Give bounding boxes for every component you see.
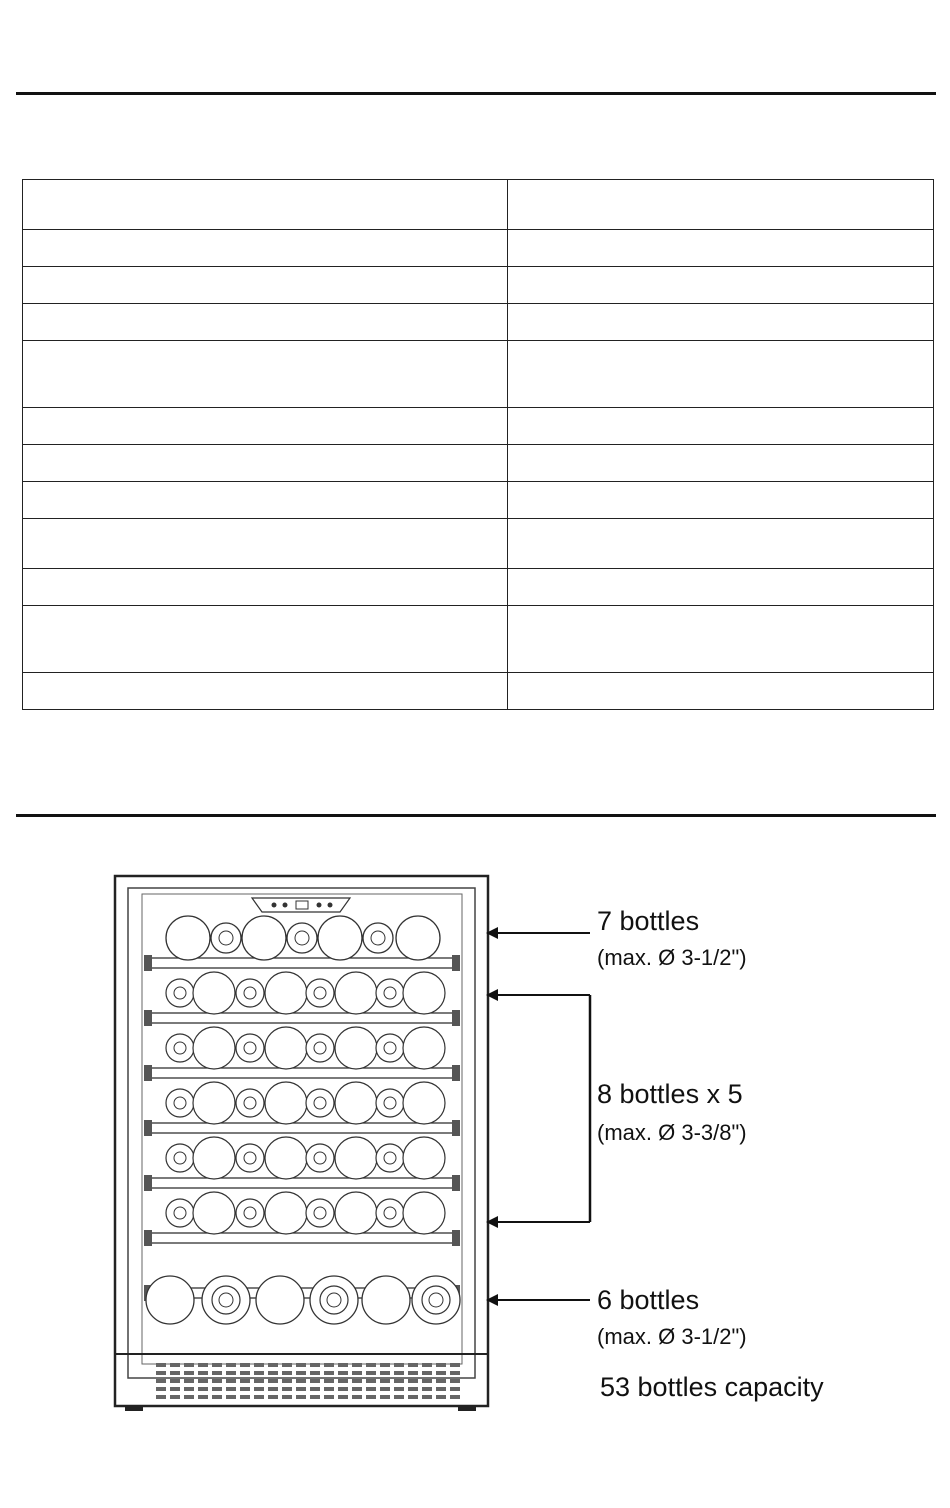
- vent-slot: [198, 1395, 208, 1399]
- spec-row: [23, 341, 934, 408]
- vent-slot: [422, 1387, 432, 1391]
- vent-slot: [198, 1379, 208, 1383]
- vent-slot: [240, 1379, 250, 1383]
- vent-slot: [310, 1371, 320, 1375]
- shelf-rail: [150, 958, 455, 968]
- bottle: [236, 979, 264, 1007]
- vent-slot: [324, 1379, 334, 1383]
- vent-slot: [310, 1379, 320, 1383]
- shelf-rail: [150, 1013, 455, 1023]
- vent-slot: [394, 1371, 404, 1375]
- middle-shelves-max-diameter: (max. Ø 3-3/8"): [597, 1120, 747, 1145]
- spec-value: [508, 445, 934, 482]
- spec-value: [508, 569, 934, 606]
- vent-slot: [254, 1387, 264, 1391]
- wine-cooler-capacity-diagram: [0, 860, 950, 1460]
- spec-row: [23, 519, 934, 569]
- vent-slot: [282, 1387, 292, 1391]
- vent-slot: [422, 1363, 432, 1367]
- shelf-bracket: [452, 1230, 460, 1246]
- bottle: [265, 1082, 307, 1124]
- bottle: [256, 1276, 304, 1324]
- vent-slot: [212, 1379, 222, 1383]
- vent-slot: [184, 1395, 194, 1399]
- section-divider-middle: [16, 814, 936, 817]
- spec-label: [23, 341, 508, 408]
- bottle: [335, 1137, 377, 1179]
- vent-slot: [352, 1387, 362, 1391]
- vent-slot: [170, 1387, 180, 1391]
- vent-slot: [436, 1363, 446, 1367]
- vent-slot: [184, 1387, 194, 1391]
- bottle: [306, 1199, 334, 1227]
- left-foot: [125, 1406, 143, 1411]
- middle-shelves-capacity: 8 bottles x 5: [597, 1079, 743, 1109]
- vent-slot: [436, 1395, 446, 1399]
- right-foot: [458, 1406, 476, 1411]
- vent-slot: [226, 1395, 236, 1399]
- vent-slot: [366, 1387, 376, 1391]
- spec-row: [23, 180, 934, 230]
- bottle: [236, 1144, 264, 1172]
- bottle: [403, 1192, 445, 1234]
- bottle: [166, 916, 210, 960]
- bottle: [193, 1192, 235, 1234]
- vent-slot: [268, 1363, 278, 1367]
- spec-value: [508, 180, 934, 230]
- spec-value: [508, 519, 934, 569]
- spec-label: [23, 445, 508, 482]
- spec-row: [23, 606, 934, 673]
- shelf-bracket: [144, 1120, 152, 1136]
- bottle: [403, 1082, 445, 1124]
- capacity-arrows: [486, 927, 590, 1306]
- vent-slot: [296, 1387, 306, 1391]
- bottle: [376, 1144, 404, 1172]
- vent-slot: [226, 1363, 236, 1367]
- spec-label: [23, 408, 508, 445]
- spec-value: [508, 267, 934, 304]
- vent-slot: [408, 1379, 418, 1383]
- spec-value: [508, 341, 934, 408]
- shelf-bracket: [452, 955, 460, 971]
- top-shelf-max-diameter: (max. Ø 3-1/2"): [597, 945, 747, 970]
- spec-value: [508, 230, 934, 267]
- vent-slot: [450, 1371, 460, 1375]
- shelf-rail: [150, 1068, 455, 1078]
- vent-slot: [380, 1363, 390, 1367]
- bottle: [362, 1276, 410, 1324]
- specifications-table: [22, 179, 934, 710]
- vent-slot: [422, 1379, 432, 1383]
- shelf-bracket: [452, 1065, 460, 1081]
- bottle: [376, 1199, 404, 1227]
- spec-row: [23, 230, 934, 267]
- bottle: [193, 1137, 235, 1179]
- vent-slot: [240, 1387, 250, 1391]
- vent-slot: [324, 1371, 334, 1375]
- vent-slot: [170, 1379, 180, 1383]
- vent-slot: [310, 1363, 320, 1367]
- section-divider-top: [16, 92, 936, 95]
- vent-slot: [436, 1371, 446, 1375]
- vent-slot: [296, 1379, 306, 1383]
- vent-slot: [394, 1387, 404, 1391]
- control-panel: [252, 898, 350, 912]
- vent-slot: [408, 1363, 418, 1367]
- bottle: [202, 1276, 250, 1324]
- vent-slot: [324, 1363, 334, 1367]
- shelf-bracket: [144, 1175, 152, 1191]
- spec-label: [23, 569, 508, 606]
- bottle: [166, 1199, 194, 1227]
- vent-slot: [240, 1371, 250, 1375]
- vent-slot: [254, 1371, 264, 1375]
- vent-slot: [156, 1371, 166, 1375]
- vent-slot: [226, 1371, 236, 1375]
- vent-slot: [366, 1379, 376, 1383]
- spec-value: [508, 408, 934, 445]
- shelf-bracket: [452, 1175, 460, 1191]
- vent-slot: [380, 1395, 390, 1399]
- vent-slot: [184, 1363, 194, 1367]
- spec-row: [23, 445, 934, 482]
- bottle: [310, 1276, 358, 1324]
- vent-slot: [282, 1371, 292, 1375]
- vent-slot: [254, 1379, 264, 1383]
- vent-slot: [240, 1395, 250, 1399]
- ventilation-grille: [115, 1354, 488, 1406]
- bottle: [306, 979, 334, 1007]
- bottle: [318, 916, 362, 960]
- bottle: [306, 1089, 334, 1117]
- shelf-bracket: [452, 1010, 460, 1026]
- bottle: [403, 1137, 445, 1179]
- vent-slot: [408, 1387, 418, 1391]
- bottle: [335, 1027, 377, 1069]
- bottle: [166, 1089, 194, 1117]
- bottle: [265, 1192, 307, 1234]
- bottle: [265, 1027, 307, 1069]
- spec-value: [508, 673, 934, 710]
- spec-label: [23, 673, 508, 710]
- shelf-bracket: [144, 1010, 152, 1026]
- vent-slot: [226, 1379, 236, 1383]
- vent-slot: [324, 1387, 334, 1391]
- spec-label: [23, 230, 508, 267]
- vent-slot: [338, 1363, 348, 1367]
- bottle: [166, 1034, 194, 1062]
- vent-slot: [282, 1395, 292, 1399]
- vent-slot: [184, 1371, 194, 1375]
- bottle: [306, 1144, 334, 1172]
- vent-slot: [282, 1379, 292, 1383]
- top-shelf-capacity: 7 bottles: [597, 906, 700, 936]
- vent-slot: [310, 1387, 320, 1391]
- shelf-bracket: [452, 1120, 460, 1136]
- bottle: [335, 1192, 377, 1234]
- spec-value: [508, 482, 934, 519]
- spec-label: [23, 606, 508, 673]
- vent-slot: [268, 1379, 278, 1383]
- vent-slot: [352, 1379, 362, 1383]
- vent-slot: [366, 1363, 376, 1367]
- vent-slot: [352, 1395, 362, 1399]
- bottle: [193, 1027, 235, 1069]
- vent-slot: [394, 1379, 404, 1383]
- vent-slot: [198, 1387, 208, 1391]
- spec-label: [23, 519, 508, 569]
- shelf-rail: [150, 1233, 455, 1243]
- vent-slot: [240, 1363, 250, 1367]
- wine-cooler-cabinet: [115, 876, 488, 1411]
- shelf-rail: [150, 1123, 455, 1133]
- vent-slot: [254, 1395, 264, 1399]
- spec-label: [23, 267, 508, 304]
- vent-slot: [212, 1395, 222, 1399]
- vent-slot: [324, 1395, 334, 1399]
- bottle: [306, 1034, 334, 1062]
- vent-slot: [170, 1363, 180, 1367]
- vent-slot: [450, 1387, 460, 1391]
- bottle: [403, 1027, 445, 1069]
- spec-row: [23, 304, 934, 341]
- shelf-bracket: [144, 1065, 152, 1081]
- bottle: [363, 923, 393, 953]
- bottle: [287, 923, 317, 953]
- vent-slot: [310, 1395, 320, 1399]
- bottle: [166, 1144, 194, 1172]
- vent-slot: [366, 1371, 376, 1375]
- vent-slot: [156, 1395, 166, 1399]
- vent-slot: [380, 1387, 390, 1391]
- vent-slot: [198, 1371, 208, 1375]
- vent-slot: [226, 1387, 236, 1391]
- vent-slot: [296, 1371, 306, 1375]
- bottle: [335, 1082, 377, 1124]
- vent-slot: [408, 1395, 418, 1399]
- bottom-shelf-capacity: 6 bottles: [597, 1285, 700, 1315]
- vent-slot: [184, 1379, 194, 1383]
- vent-slot: [268, 1387, 278, 1391]
- bottle: [396, 916, 440, 960]
- bottle: [376, 1034, 404, 1062]
- spec-row: [23, 569, 934, 606]
- vent-slot: [338, 1395, 348, 1399]
- vent-slot: [198, 1363, 208, 1367]
- bottle: [265, 1137, 307, 1179]
- vent-slot: [170, 1371, 180, 1375]
- vent-slot: [436, 1379, 446, 1383]
- spec-value: [508, 304, 934, 341]
- bottle: [403, 972, 445, 1014]
- vent-slot: [366, 1395, 376, 1399]
- shelf-bracket: [144, 1230, 152, 1246]
- bottle: [412, 1276, 460, 1324]
- vent-slot: [352, 1363, 362, 1367]
- bottle: [236, 1089, 264, 1117]
- shelf-rail: [150, 1178, 455, 1188]
- spec-value: [508, 606, 934, 673]
- bottle: [335, 972, 377, 1014]
- bottom-shelf-max-diameter: (max. Ø 3-1/2"): [597, 1324, 747, 1349]
- vent-slot: [422, 1395, 432, 1399]
- bottle: [376, 979, 404, 1007]
- vent-slot: [170, 1395, 180, 1399]
- vent-slot: [380, 1379, 390, 1383]
- bottle: [146, 1276, 194, 1324]
- vent-slot: [212, 1371, 222, 1375]
- vent-slot: [156, 1379, 166, 1383]
- vent-slot: [408, 1371, 418, 1375]
- vent-slot: [268, 1395, 278, 1399]
- bottle: [193, 1082, 235, 1124]
- spec-row: [23, 408, 934, 445]
- vent-slot: [450, 1395, 460, 1399]
- vent-slot: [436, 1387, 446, 1391]
- vent-slot: [296, 1395, 306, 1399]
- bottle: [211, 923, 241, 953]
- vent-slot: [394, 1363, 404, 1367]
- vent-slot: [156, 1363, 166, 1367]
- vent-slot: [296, 1363, 306, 1367]
- spec-row: [23, 673, 934, 710]
- spec-label: [23, 304, 508, 341]
- bottle: [376, 1089, 404, 1117]
- vent-slot: [450, 1379, 460, 1383]
- bottle: [193, 972, 235, 1014]
- bottle: [242, 916, 286, 960]
- vent-slot: [450, 1363, 460, 1367]
- vent-slot: [268, 1371, 278, 1375]
- bottle: [236, 1034, 264, 1062]
- vent-slot: [422, 1371, 432, 1375]
- vent-slot: [338, 1371, 348, 1375]
- bottle: [265, 972, 307, 1014]
- spec-row: [23, 267, 934, 304]
- vent-slot: [282, 1363, 292, 1367]
- total-capacity: 53 bottles capacity: [600, 1372, 824, 1402]
- spec-label: [23, 180, 508, 230]
- bottle: [236, 1199, 264, 1227]
- vent-slot: [394, 1395, 404, 1399]
- vent-slot: [254, 1363, 264, 1367]
- vent-slot: [156, 1387, 166, 1391]
- vent-slot: [212, 1363, 222, 1367]
- shelf-bracket: [144, 955, 152, 971]
- vent-slot: [212, 1387, 222, 1391]
- spec-label: [23, 482, 508, 519]
- vent-slot: [352, 1371, 362, 1375]
- vent-slot: [338, 1379, 348, 1383]
- vent-slot: [338, 1387, 348, 1391]
- vent-slot: [380, 1371, 390, 1375]
- spec-row: [23, 482, 934, 519]
- bottle: [166, 979, 194, 1007]
